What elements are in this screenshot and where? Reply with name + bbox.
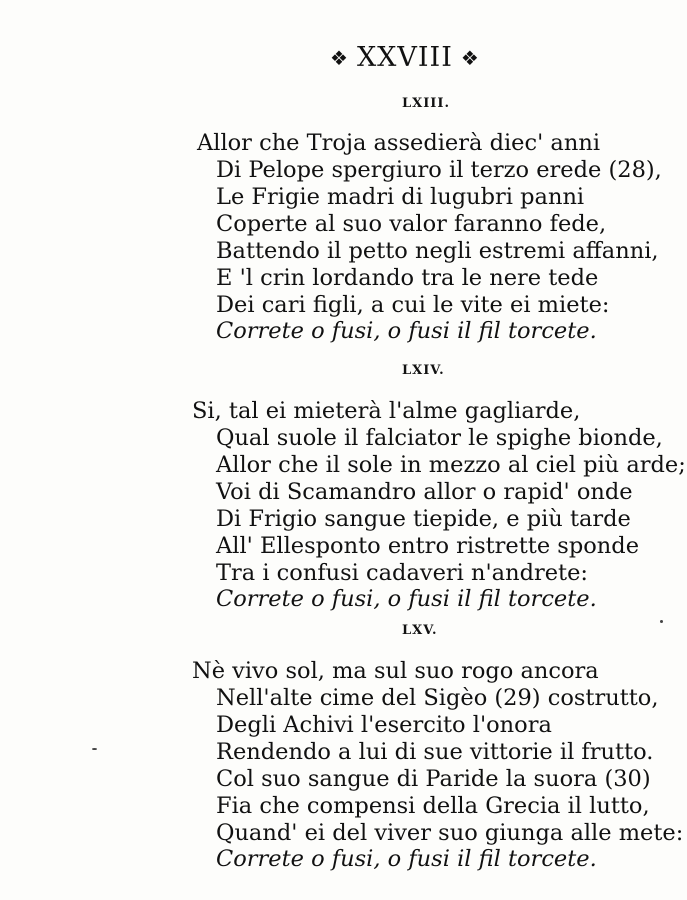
verse-line: Voi di Scamandro allor o rapid' onde — [216, 479, 633, 505]
verse-line: Rendendo a lui di sue vittorie il frutto. — [216, 739, 654, 765]
verse-line: All' Ellesponto entro ristrette sponde — [216, 533, 640, 559]
verse-line: Dei cari figli, a cui le vite ei miete: — [216, 292, 610, 318]
print-speck — [92, 748, 97, 750]
refrain-line: Correte o fusi, o fusi il fil torcete. — [216, 586, 597, 612]
verse-line: Col suo sangue di Paride la suora (30) — [216, 766, 651, 792]
verse-line: Le Frigie madri di lugubri panni — [216, 184, 585, 210]
verse-line: Degli Achivi l'esercito l'onora — [216, 712, 552, 738]
stanza-number: LXV. — [402, 623, 438, 638]
ornament-left-icon: ❖ — [330, 45, 349, 70]
verse-line: Di Frigio sangue tiepide, e più tarde — [216, 506, 631, 532]
verse-line: Allor che il sole in mezzo al ciel più arde; — [216, 452, 686, 478]
stanza-number: LXIII. — [402, 96, 450, 111]
verse-line: Qual suole il falciator le spighe bionde, — [216, 425, 663, 451]
refrain-line: Correte o fusi, o fusi il fil torcete. — [216, 318, 597, 344]
page-number: XXVIII — [356, 42, 453, 73]
print-speck — [660, 620, 663, 623]
verse-line: Nell'alte cime del Sigèo (29) costrutto, — [216, 685, 659, 711]
verse-line: Allor che Troja assedierà diec' anni — [197, 130, 601, 156]
verse-line: Coperte al suo valor faranno fede, — [216, 211, 607, 237]
verse-line: Quand' ei del viver suo giunga alle mete: — [216, 820, 684, 846]
verse-line: Di Pelope spergiuro il terzo erede (28), — [216, 157, 662, 183]
page-header — [330, 42, 480, 73]
verse-line: Tra i confusi cadaveri n'andrete: — [216, 560, 588, 586]
verse-line: E 'l crin lordando tra le nere tede — [216, 265, 599, 291]
refrain-line: Correte o fusi, o fusi il fil torcete. — [216, 846, 597, 872]
verse-line: Battendo il petto negli estremi affanni, — [216, 238, 659, 264]
verse-line: Nè vivo sol, ma sul suo rogo ancora — [192, 658, 599, 684]
verse-line: Fia che compensi della Grecia il lutto, — [216, 793, 650, 819]
stanza-number: LXIV. — [402, 363, 445, 378]
verse-line: Si, tal ei mieterà l'alme gagliarde, — [192, 398, 581, 424]
ornament-right-icon: ❖ — [460, 45, 480, 70]
